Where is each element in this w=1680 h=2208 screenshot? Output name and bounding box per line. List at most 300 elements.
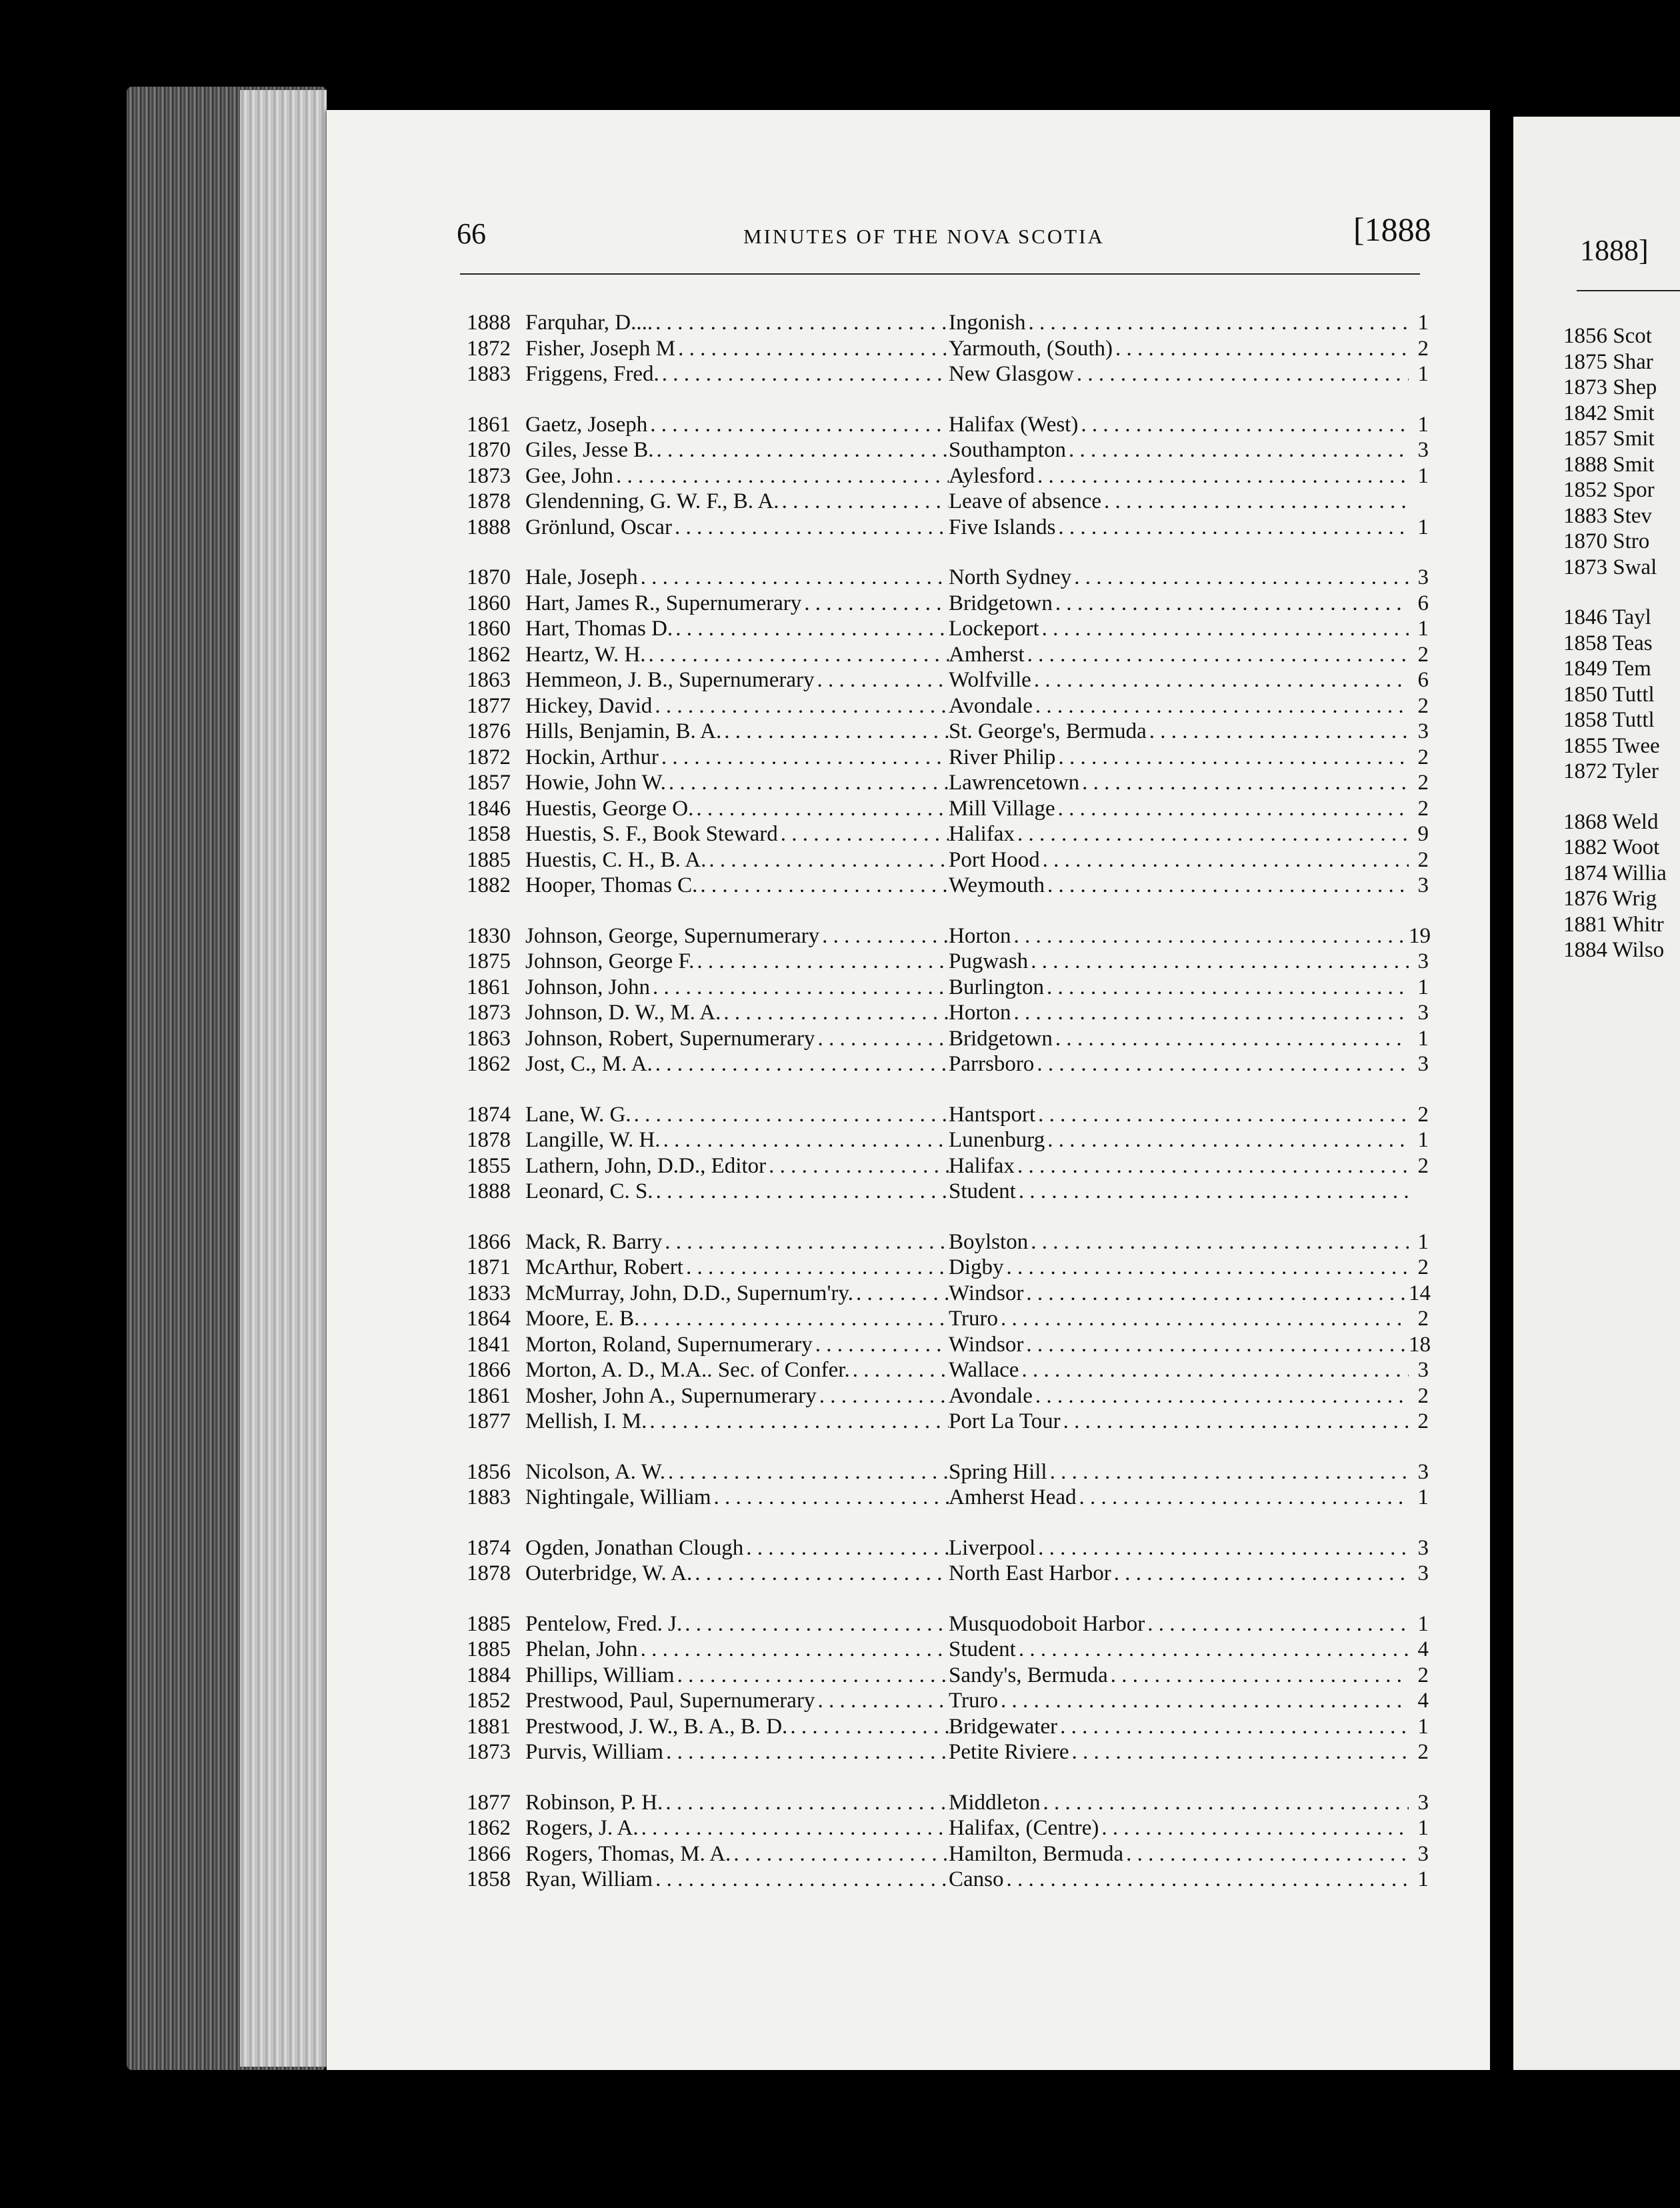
right-list-item: 1849 Tem — [1563, 657, 1651, 681]
entry-station — [949, 1255, 1409, 1281]
right-list-item: 1855 Twee — [1563, 733, 1660, 758]
entry-station — [949, 821, 1409, 847]
entry-name — [525, 1000, 949, 1026]
right-entry-group — [1563, 605, 1667, 785]
entry-station-text: Pugwash — [949, 949, 1031, 975]
entry-station-text: Ingonish — [949, 310, 1029, 336]
entry-name — [525, 1255, 949, 1281]
entry-station — [949, 565, 1409, 591]
entry-station-text: Amherst — [949, 642, 1027, 668]
entry-station — [949, 693, 1409, 719]
entry-name — [525, 1179, 949, 1205]
entry-station — [949, 1127, 1409, 1153]
list-item — [467, 1790, 1433, 1816]
entry-station — [949, 1561, 1409, 1587]
entry-station — [949, 923, 1409, 949]
entry-station — [949, 1357, 1409, 1383]
minister-list — [467, 310, 1433, 1917]
entry-year: 1885 — [467, 1611, 511, 1636]
entry-years-count: 3 — [1417, 1052, 1429, 1076]
entry-station-text: Lockeport — [949, 616, 1042, 642]
entry-name-text: Prestwood, J. W., B. A., B. D. — [525, 1714, 790, 1740]
entry-name-text: Nightingale, William — [525, 1485, 714, 1511]
entry-station — [949, 1688, 1409, 1714]
entry-station — [949, 719, 1409, 745]
entry-name-text: Lane, W. G. — [525, 1102, 634, 1128]
entry-name — [525, 1409, 949, 1435]
entry-name-text: Heartz, W. H. — [525, 642, 649, 668]
entry-name-text: Howie, John W. — [525, 770, 669, 796]
entry-name — [525, 1026, 949, 1052]
entry-years-count: 2 — [1417, 745, 1429, 769]
entry-name — [525, 1306, 949, 1332]
right-list-item: 1882 Woot — [1563, 835, 1660, 859]
entry-name — [525, 770, 949, 796]
list-item — [467, 796, 1433, 822]
entry-name-text: Ogden, Jonathan Clough — [525, 1535, 746, 1561]
entry-year: 1873 — [467, 1001, 511, 1025]
entry-year: 1885 — [467, 847, 511, 872]
entry-station-text: Halifax, (Centre) — [949, 1815, 1101, 1841]
entry-station — [949, 1179, 1409, 1205]
entry-name — [525, 1841, 949, 1867]
entry-station — [949, 1714, 1409, 1740]
entry-year: 1872 — [467, 745, 511, 769]
entry-year: 1877 — [467, 1409, 511, 1433]
entry-name-text: Phelan, John — [525, 1637, 641, 1663]
entry-station — [949, 1102, 1409, 1128]
entry-station — [949, 770, 1409, 796]
entry-name — [525, 719, 949, 745]
entry-years-count: 3 — [1417, 565, 1429, 589]
entry-station-text: Port La Tour — [949, 1409, 1063, 1435]
entry-name-text: Mack, R. Barry — [525, 1229, 665, 1255]
entry-station-text: Windsor — [949, 1281, 1026, 1307]
list-item — [467, 821, 1433, 847]
entry-name-text: Ryan, William — [525, 1867, 655, 1893]
entry-station-text: Leave of absence — [949, 489, 1104, 515]
list-item — [467, 693, 1433, 719]
entry-station-text: Liverpool — [949, 1535, 1038, 1561]
entry-station — [949, 361, 1409, 387]
entry-years-count: 1 — [1417, 463, 1429, 488]
entry-years-count: 3 — [1417, 1459, 1429, 1484]
entry-years-count: 3 — [1417, 1535, 1429, 1560]
entry-name-text: Huestis, C. H., B. A. — [525, 847, 709, 873]
entry-years-count: 1 — [1417, 1867, 1429, 1891]
list-item — [467, 873, 1433, 899]
entry-years-count: 3 — [1417, 1358, 1429, 1382]
right-list-item: 1858 Tuttl — [1563, 708, 1655, 732]
entry-station-text: Spring Hill — [949, 1459, 1050, 1485]
entry-station — [949, 1000, 1409, 1026]
entry-year: 1884 — [467, 1663, 511, 1687]
entry-name-text: Hale, Joseph — [525, 565, 641, 591]
entry-name-text: Rogers, Thomas, M. A. — [525, 1841, 733, 1867]
entry-station-text: Port Hood — [949, 847, 1043, 873]
entry-years-count: 1 — [1417, 412, 1429, 437]
entry-years-count: 2 — [1417, 1383, 1429, 1408]
entry-years-count: 1 — [1417, 1611, 1429, 1636]
entry-year: 1863 — [467, 668, 511, 692]
entry-year: 1861 — [467, 412, 511, 437]
entry-years-count: 14 — [1409, 1281, 1431, 1305]
list-item — [467, 489, 1433, 515]
list-item — [467, 1026, 1433, 1052]
list-item — [467, 847, 1433, 873]
entry-name-text: Leonard, C. S. — [525, 1179, 656, 1205]
page-number: 66 — [457, 217, 486, 250]
entry-station-text: Hamilton, Bermuda — [949, 1841, 1126, 1867]
entry-years-count: 6 — [1417, 591, 1429, 615]
entry-station — [949, 616, 1409, 642]
list-item — [467, 975, 1433, 1001]
right-list-item: 1876 Wrig — [1563, 887, 1657, 911]
list-item — [467, 1000, 1433, 1026]
entry-station — [949, 463, 1409, 489]
right-list-item: 1873 Shep — [1563, 375, 1657, 399]
entry-year: 1883 — [467, 362, 511, 386]
entry-station-text: Truro — [949, 1688, 1001, 1714]
entry-station-text: Lunenburg — [949, 1127, 1047, 1153]
entry-name-text: Johnson, George, Supernumerary — [525, 923, 822, 949]
entry-station — [949, 975, 1409, 1001]
entry-name — [525, 361, 949, 387]
entry-name — [525, 1611, 949, 1637]
entry-station — [949, 745, 1409, 771]
entry-name-text: Fisher, Joseph M — [525, 336, 678, 362]
entry-station-text: Halifax — [949, 821, 1017, 847]
entry-name — [525, 1051, 949, 1077]
entry-year: 1852 — [467, 1689, 511, 1713]
entry-station — [949, 1229, 1409, 1255]
page-header — [327, 211, 1490, 270]
entry-year: 1841 — [467, 1332, 511, 1357]
entry-years-count: 1 — [1417, 617, 1429, 641]
entry-station — [949, 1867, 1409, 1893]
entry-name-text: Mellish, I. M. — [525, 1409, 649, 1435]
entry-name — [525, 642, 949, 668]
entry-station — [949, 336, 1409, 362]
entry-station — [949, 437, 1409, 463]
list-item — [467, 1051, 1433, 1077]
entry-station-text: Halifax — [949, 1153, 1017, 1179]
entry-name — [525, 1229, 949, 1255]
list-item — [467, 1459, 1433, 1485]
entry-year: 1855 — [467, 1153, 511, 1178]
entry-year: 1833 — [467, 1281, 511, 1305]
right-list-item: 1883 Stev — [1563, 503, 1652, 528]
entry-name-text: Grönlund, Oscar — [525, 515, 675, 541]
entry-year: 1872 — [467, 336, 511, 361]
entry-station-text: Boylston — [949, 1229, 1031, 1255]
entry-years-count: 1 — [1417, 1128, 1429, 1152]
entry-station — [949, 1637, 1409, 1663]
list-item — [467, 336, 1433, 362]
entry-name — [525, 975, 949, 1001]
entry-year: 1858 — [467, 822, 511, 846]
entry-year: 1875 — [467, 949, 511, 973]
entry-station — [949, 796, 1409, 822]
entry-station — [949, 412, 1409, 438]
entry-years-count: 3 — [1417, 438, 1429, 462]
entry-name — [525, 1459, 949, 1485]
list-item — [467, 1409, 1433, 1435]
entry-year: 1878 — [467, 1561, 511, 1585]
entry-name-text: Huestis, S. F., Book Steward — [525, 821, 781, 847]
entry-station-text: Windsor — [949, 1332, 1026, 1358]
entry-station-text: Student — [949, 1637, 1019, 1663]
entry-group — [467, 412, 1433, 541]
entry-station — [949, 1485, 1409, 1511]
list-item — [467, 1179, 1433, 1205]
entry-name — [525, 745, 949, 771]
entry-station — [949, 310, 1409, 336]
entry-station-text: North East Harbor — [949, 1561, 1114, 1587]
entry-year: 1870 — [467, 438, 511, 462]
entry-years-count: 4 — [1417, 1689, 1429, 1713]
entry-name — [525, 591, 949, 617]
list-item — [467, 412, 1433, 438]
entry-year: 1858 — [467, 1867, 511, 1891]
list-item — [467, 1611, 1433, 1637]
list-item — [467, 1332, 1433, 1358]
entry-station-text: Aylesford — [949, 463, 1037, 489]
entry-year: 1866 — [467, 1358, 511, 1382]
entry-name-text: McArthur, Robert — [525, 1255, 686, 1281]
entry-year: 1888 — [467, 311, 511, 335]
entry-station-text: Avondale — [949, 1383, 1035, 1409]
entry-years-count: 2 — [1417, 1153, 1429, 1178]
list-item — [467, 923, 1433, 949]
entry-year: 1830 — [467, 923, 511, 948]
entry-year: 1857 — [467, 771, 511, 795]
entry-name — [525, 1332, 949, 1358]
entry-name — [525, 873, 949, 899]
list-item — [467, 1561, 1433, 1587]
entry-station-text: St. George's, Bermuda — [949, 719, 1149, 745]
right-list-item: 1846 Tayl — [1563, 605, 1651, 629]
list-item — [467, 1127, 1433, 1153]
entry-station — [949, 515, 1409, 541]
entry-station-text: Horton — [949, 1000, 1014, 1026]
entry-years-count: 2 — [1417, 1307, 1429, 1331]
entry-station-text: Truro — [949, 1306, 1001, 1332]
list-item — [467, 667, 1433, 693]
list-item — [467, 1229, 1433, 1255]
entry-station — [949, 1790, 1409, 1816]
right-entry-group — [1563, 323, 1667, 580]
right-list-item: 1868 Weld — [1563, 809, 1659, 834]
entry-station-text: New Glasgow — [949, 361, 1077, 387]
entry-name-text: Morton, A. D., M.A.. Sec. of Confer. — [525, 1357, 853, 1383]
entry-station — [949, 1611, 1409, 1637]
list-item — [467, 770, 1433, 796]
list-item — [467, 310, 1433, 336]
entry-group — [467, 1535, 1433, 1587]
entry-name-text: Moore, E. B. — [525, 1306, 642, 1332]
entry-year: 1882 — [467, 873, 511, 897]
entry-years-count: 6 — [1417, 668, 1429, 692]
list-item — [467, 437, 1433, 463]
entry-name — [525, 667, 949, 693]
right-entry-group — [1563, 809, 1667, 963]
entry-station — [949, 667, 1409, 693]
entry-name — [525, 1663, 949, 1689]
right-list-item: 1852 Spor — [1563, 478, 1655, 502]
entry-name-text: Friggens, Fred. — [525, 361, 662, 387]
entry-name — [525, 1815, 949, 1841]
right-list-item: 1850 Tuttl — [1563, 682, 1655, 707]
entry-years-count: 2 — [1417, 642, 1429, 667]
entry-station-text: Mill Village — [949, 796, 1058, 822]
entry-station-text: River Philip — [949, 745, 1058, 771]
entry-station — [949, 1815, 1409, 1841]
entry-station — [949, 949, 1409, 975]
left-page — [327, 110, 1490, 2070]
entry-years-count: 1 — [1417, 1485, 1429, 1509]
entry-station — [949, 489, 1409, 515]
entry-years-count: 4 — [1417, 1637, 1429, 1661]
right-list-item: 1872 Tyler — [1563, 759, 1659, 783]
entry-years-count: 3 — [1417, 1001, 1429, 1025]
entry-years-count: 2 — [1417, 1409, 1429, 1433]
entry-name — [525, 796, 949, 822]
entry-name-text: Jost, C., M. A. — [525, 1051, 655, 1077]
list-item — [467, 1153, 1433, 1179]
entry-name-text: Hart, James R., Supernumerary — [525, 591, 804, 617]
entry-years-count: 1 — [1417, 362, 1429, 386]
list-item — [467, 1663, 1433, 1689]
entry-station-text: Weymouth — [949, 873, 1047, 899]
entry-station-text: Digby — [949, 1255, 1007, 1281]
list-item — [467, 1841, 1433, 1867]
entry-station — [949, 1306, 1409, 1332]
entry-group — [467, 923, 1433, 1077]
entry-station-text: Lawrencetown — [949, 770, 1082, 796]
entry-year: 1864 — [467, 1307, 511, 1331]
entry-name-text: Outerbridge, W. A. — [525, 1561, 695, 1587]
entry-station-text: Canso — [949, 1867, 1007, 1893]
entry-name — [525, 1153, 949, 1179]
list-item — [467, 1535, 1433, 1561]
entry-name-text: McMurray, John, D.D., Supernum'ry. — [525, 1281, 856, 1307]
entry-years-count: 18 — [1409, 1332, 1431, 1357]
entry-station — [949, 847, 1409, 873]
book-page-edges-inner — [240, 90, 327, 2067]
entry-station — [949, 1739, 1409, 1765]
entry-station-text: Horton — [949, 923, 1014, 949]
entry-name — [525, 1127, 949, 1153]
entry-name-text: Morton, Roland, Supernumerary — [525, 1332, 815, 1358]
right-list-item: 1884 Wilso — [1563, 938, 1665, 962]
entry-station-text: Yarmouth, (South) — [949, 336, 1115, 362]
entry-station — [949, 1409, 1409, 1435]
entry-name-text: Prestwood, Paul, Supernumerary — [525, 1688, 817, 1714]
entry-name — [525, 821, 949, 847]
entry-name-text: Giles, Jesse B. — [525, 437, 657, 463]
entry-station — [949, 1841, 1409, 1867]
entry-year: 1863 — [467, 1026, 511, 1051]
right-page-header: 1888] — [1580, 234, 1649, 267]
entry-name — [525, 565, 949, 591]
list-item — [467, 1815, 1433, 1841]
entry-year: 1877 — [467, 693, 511, 718]
entry-year: 1871 — [467, 1255, 511, 1279]
list-item — [467, 1688, 1433, 1714]
entry-year: 1866 — [467, 1229, 511, 1254]
entry-name — [525, 693, 949, 719]
list-item — [467, 1637, 1433, 1663]
entry-year: 1877 — [467, 1790, 511, 1815]
entry-station — [949, 1535, 1409, 1561]
header-rule — [460, 273, 1420, 275]
entry-name — [525, 1102, 949, 1128]
entry-station — [949, 1026, 1409, 1052]
entry-years-count: 1 — [1417, 1816, 1429, 1840]
entry-name-text: Mosher, John A., Supernumerary — [525, 1383, 819, 1409]
right-list-item: 1881 Whitr — [1563, 912, 1664, 937]
entry-years-count: 1 — [1417, 311, 1429, 335]
entry-year: 1846 — [467, 796, 511, 821]
entry-year: 1878 — [467, 489, 511, 513]
entry-years-count: 2 — [1417, 1255, 1429, 1279]
entry-years-count: 3 — [1417, 1841, 1429, 1866]
entry-year: 1878 — [467, 1128, 511, 1152]
entry-name — [525, 1714, 949, 1740]
entry-station-text: Halifax (West) — [949, 412, 1081, 438]
entry-name-text: Purvis, William — [525, 1739, 666, 1765]
entry-name-text: Huestis, George O. — [525, 796, 696, 822]
right-list-item: 1888 Smit — [1563, 452, 1655, 477]
entry-year: 1881 — [467, 1714, 511, 1739]
entry-years-count: 3 — [1417, 949, 1429, 973]
entry-year: 1888 — [467, 515, 511, 539]
entry-year: 1883 — [467, 1485, 511, 1509]
entry-name — [525, 489, 949, 515]
list-item — [467, 1255, 1433, 1281]
entry-name — [525, 923, 949, 949]
list-item — [467, 591, 1433, 617]
entry-name — [525, 847, 949, 873]
entry-years-count: 3 — [1417, 1790, 1429, 1815]
right-list-item: 1856 Scot — [1563, 324, 1652, 348]
entry-name — [525, 1867, 949, 1893]
entry-year: 1888 — [467, 1179, 511, 1203]
entry-station-text: Burlington — [949, 975, 1047, 1001]
list-item — [467, 745, 1433, 771]
right-list-item: 1875 Shar — [1563, 349, 1653, 374]
entry-year: 1874 — [467, 1102, 511, 1127]
entry-station-text: Parrsboro — [949, 1051, 1037, 1077]
entry-years-count: 19 — [1409, 923, 1431, 948]
entry-station-text: Southampton — [949, 437, 1069, 463]
entry-years-count: 3 — [1417, 873, 1429, 897]
entry-name — [525, 463, 949, 489]
list-item — [467, 515, 1433, 541]
entry-station-text: Wolfville — [949, 667, 1034, 693]
entry-station-text: Five Islands — [949, 515, 1058, 541]
entry-year: 1885 — [467, 1637, 511, 1661]
list-item — [467, 642, 1433, 668]
running-title: MINUTES OF THE NOVA SCOTIA — [743, 225, 1105, 248]
entry-station-text: Wallace — [949, 1357, 1021, 1383]
entry-name — [525, 1688, 949, 1714]
entry-name-text: Phillips, William — [525, 1663, 677, 1689]
entry-years-count: 1 — [1417, 975, 1429, 999]
entry-year: 1866 — [467, 1841, 511, 1866]
entry-years-count: 1 — [1417, 1026, 1429, 1051]
